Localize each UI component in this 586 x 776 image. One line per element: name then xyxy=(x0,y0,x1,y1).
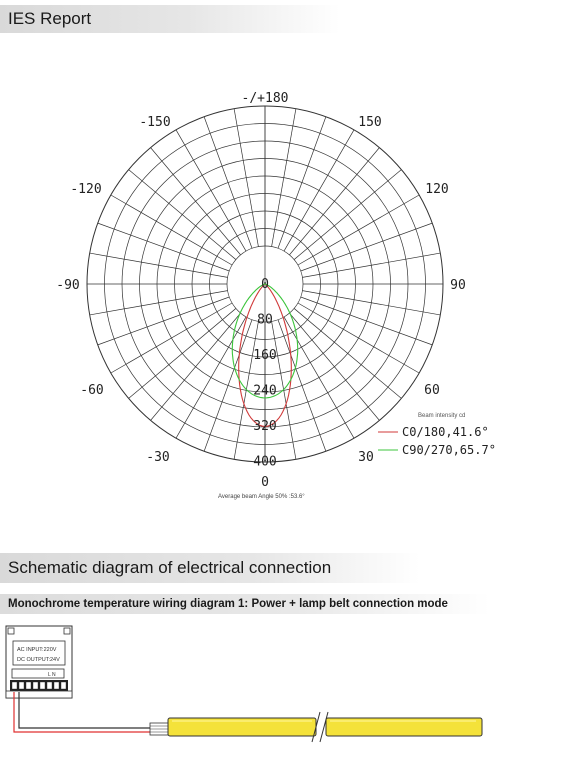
grid-spoke xyxy=(278,320,326,452)
terminal-block xyxy=(10,680,68,691)
radial-tick-label: 400 xyxy=(253,454,277,470)
angle-label: 120 xyxy=(425,182,449,197)
terminal-screw xyxy=(33,682,38,689)
angle-label: 150 xyxy=(358,115,382,130)
radial-tick-label: 0 xyxy=(261,277,269,292)
terminal-labels: L N xyxy=(48,672,56,678)
angle-label: 0 xyxy=(261,475,269,490)
angle-label: -90 xyxy=(56,278,80,293)
schematic-title: Schematic diagram of electrical connection xyxy=(8,558,332,577)
terminal-screw xyxy=(12,682,17,689)
wiring-diagram xyxy=(0,620,586,770)
polar-intensity-chart xyxy=(0,80,586,510)
terminal-screw xyxy=(54,682,59,689)
grid-spoke xyxy=(204,320,252,452)
angle-label: -30 xyxy=(146,450,170,465)
power-driver xyxy=(6,626,72,698)
grid-spoke xyxy=(234,109,258,247)
grid-spoke xyxy=(204,117,252,249)
terminal-screw xyxy=(61,682,66,689)
grid-spoke xyxy=(302,291,440,315)
mount-hole-right xyxy=(64,628,70,634)
terminal-screw xyxy=(19,682,24,689)
driver-input-label: AC INPUT:220V xyxy=(17,647,57,653)
legend-label-c0: C0/180,41.6° xyxy=(402,425,489,439)
terminal-screw xyxy=(47,682,52,689)
angle-label: 60 xyxy=(424,383,440,398)
grid-spoke xyxy=(90,291,228,315)
angle-label: -120 xyxy=(70,182,102,197)
grid-spoke xyxy=(98,297,230,345)
radial-tick-label: 320 xyxy=(253,419,277,434)
led-strip xyxy=(168,712,482,742)
chart-footnote: Average beam Angle 50% :53.6° xyxy=(218,494,305,500)
grid-spoke xyxy=(278,117,326,249)
terminal-screw xyxy=(26,682,31,689)
mount-hole-left xyxy=(8,628,14,634)
angle-label: 30 xyxy=(358,450,374,465)
legend-title: Beam intensity cd xyxy=(418,413,466,419)
angle-label: -/+180 xyxy=(241,91,289,106)
driver-base xyxy=(6,691,72,698)
angle-label: -60 xyxy=(80,383,104,398)
terminal-screw xyxy=(40,682,45,689)
angle-label: 90 xyxy=(450,278,466,293)
grid-spoke xyxy=(301,223,433,271)
chart-legend xyxy=(378,413,496,457)
wiring-subheader xyxy=(0,594,490,614)
angle-label: -150 xyxy=(139,115,171,130)
radial-tick-label: 240 xyxy=(253,383,277,399)
schematic-header xyxy=(0,553,420,583)
grid-spoke xyxy=(98,223,230,271)
driver-output-label: DC OUTPUT:24V xyxy=(17,657,60,663)
radial-tick-label: 160 xyxy=(253,348,277,363)
ies-report-title: IES Report xyxy=(8,9,92,28)
radial-tick-label: 80 xyxy=(257,312,273,328)
wiring-subtitle: Monochrome temperature wiring diagram 1: Power + lamp belt connection mode xyxy=(8,598,448,610)
grid-spoke xyxy=(272,109,296,247)
legend-label-c90: C90/270,65.7° xyxy=(402,443,496,457)
ies-report-header xyxy=(0,5,340,33)
grid-spoke xyxy=(301,297,433,345)
grid-spoke xyxy=(302,253,440,277)
terminal-cover xyxy=(12,669,64,678)
grid-spoke xyxy=(90,253,228,277)
